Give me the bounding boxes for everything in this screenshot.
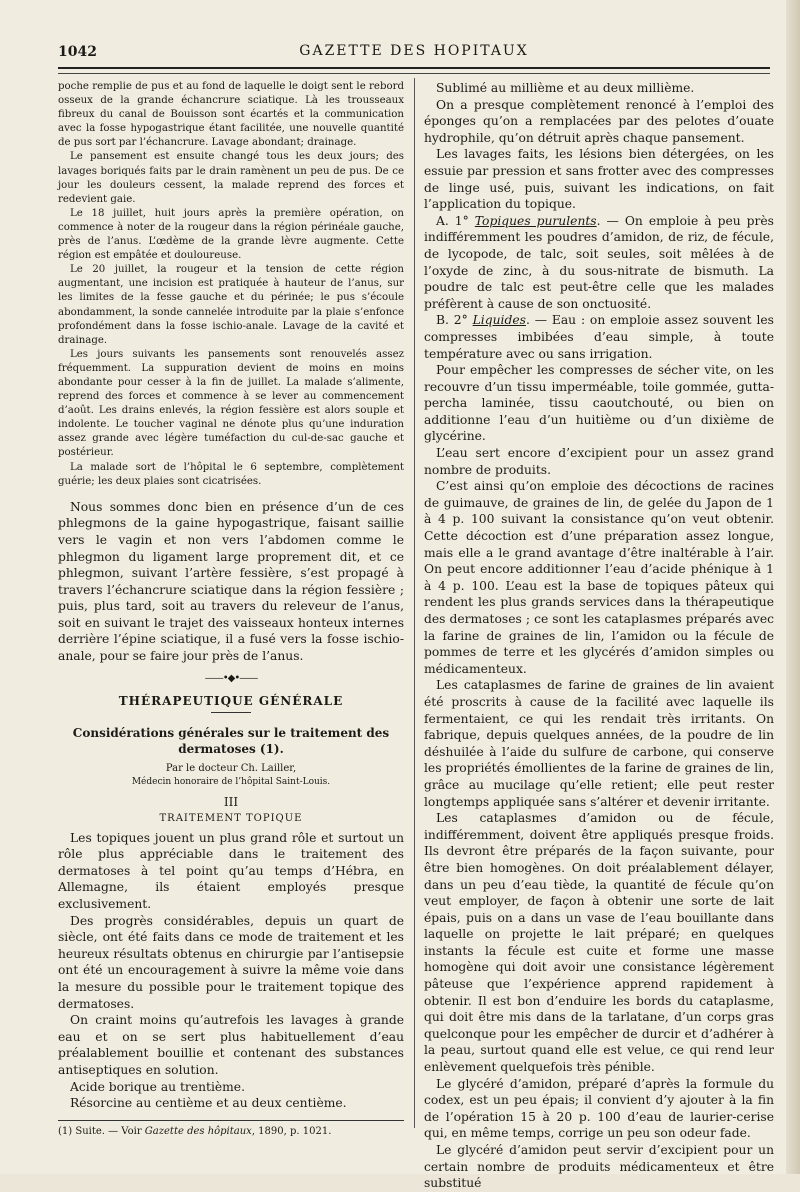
paragraph: On craint moins qu’autrefois les lavages à grande eau et on se sert plus habituellement d’eau préalablement bouillie et contenant des substances antiseptiques en solution. <box>58 1013 404 1077</box>
paragraph: Les cataplasmes d’amidon ou de fécule, indifféremment, doivent être appliqués presque froids. Ils devront être préparés de la façon suivante, pour être bien homogènes. On doit préalablement délayer, dans un peu d’eau tiède, la quantité de fécule qu’on veut employer, de façon à obtenir une sorte de lait épais, puis on a dans un vase de l’eau bouillante dans laquelle on projette le lait préparé; en quelques instants la fécule est cuite et forme une masse homogène qui doit avoir une consistance légèrement pâteuse que l’expérience apprend rapidement à obtenir. Il est bon d’enduire les bords du cataplasme, qui doit être mis dans de la tarlatane, d’un corps gras quelconque pour les empêcher de durcir et d’adhérer à la peau, surtout quand elle est velue, ce qui rend leur enlèvement quelquefois très pénible. <box>424 811 774 1075</box>
paragraph: Pour empêcher les compresses de sécher vite, on les recouvre d’un tissu imperméable, toile gommée, gutta-percha laminée, tissu caoutchouté, ou bien on additionne l’eau d’un huitième ou d’un dixième de glycérine. <box>424 363 774 444</box>
footnote-suffix: , 1890, p. 1021. <box>251 1125 332 1137</box>
paragraph-topiques <box>424 213 774 313</box>
binding-edge <box>786 0 800 1174</box>
footnote-text <box>58 1125 404 1138</box>
paragraph: Les lavages faits, les lésions bien détergées, on les essuie par pression et sans frotter avec des compresses de linge usé, puis, suivant les indications, on fait l’application du topique. <box>424 147 774 212</box>
subheading: TRAITEMENT TOPIQUE <box>159 812 303 824</box>
paragraph: C’est ainsi qu’on emploie des décoctions de racines de guimauve, de graines de lin, de gelée du Japon de 1 à 4 p. 100 suivant la consistance qu’on veut obtenir. Cette décoction est d’une préparation assez longue, mais elle a le grand avantage d’être inaltérable à l’air. On peut encore additionner l’eau d’acide phénique à 1 à 4 p. 100. L’eau est la base de topiques pâteux qui rendent les plus grands services dans la thérapeutique des dermatoses ; ce sont les cataplasmes préparés avec la farine de graines de lin, l’amidon ou la fécule de pommes de terre et les glycérés d’amidon simples ou médicamenteux. <box>424 479 774 676</box>
paragraph: poche remplie de pus et au fond de laquelle le doigt sent le rebord osseux de la grande échancrure sciatique. Là les trousseaux fibreux du canal de Bouisson sont écartés et la communication avec la fosse hypogastrique étant facilitée, une nouvelle quantité de pus sort par l’échancrure. Lavage abondant; drainage. <box>58 81 404 149</box>
paragraph: Le pansement est ensuite changé tous les deux jours; des lavages boriqués faits par le drain ramènent un peu de pus. De ce jour les douleurs cessent, la malade reprend des forces et redevient gaie. <box>58 151 404 205</box>
right-column <box>424 80 774 1192</box>
footnote-rule <box>58 1120 404 1121</box>
left-column <box>58 80 404 1138</box>
header-rule <box>58 67 770 69</box>
item-text: . — Eau : on emploie assez souvent les compresses imbibées d’eau simple, à toute température avec ou sans irrigation. <box>424 313 774 361</box>
paragraph: Les cataplasmes de farine de graines de lin avaient été proscrits à cause de la facilité avec laquelle ils fermentaient, ce qui les rendait très irritants. On fabrique, depuis quelques années, de la poudre de lin déshuilée à l’aide du sulfure de carbone, qui conserve les propriétés émollientes de la farine de graines de lin, grâce au mucilage qu’elle retient; elle peut rester longtemps appliquée sans s’altérer et devenir irritante. <box>424 678 774 809</box>
paragraph: La malade sort de l’hôpital le 6 septembre, complètement guérie; les deux plaies sont cicatrisées. <box>58 461 404 487</box>
item-prefix: A. 1° <box>436 213 475 228</box>
item-text: . — On emploie à peu près indifféremment les poudres d’amidon, de riz, de fécule, de lycopode, de talc, soit seules, soit mêlées à de l’oxyde de zinc, à du sous-nitrate de bismuth. La poudre de talc est peut-être celle que les malades préfèrent à cause de son onctuosité. <box>424 213 774 311</box>
part-number: III <box>223 794 239 809</box>
section-title: THÉRAPEUTIQUE GÉNÉRALE <box>118 693 344 708</box>
paragraph: Les jours suivants les pansements sont renouvelés assez fréquemment. La suppuration devient de moins en moins abondante pour cesser à la fin de juillet. La malade s’alimente, reprend des forces et commence à se lever au commencement d’août. Les drains enlevés, la région fessière est alors souple et indolente. Le toucher vaginal ne dénote plus qu’une induration assez grande avec légère tuméfaction du cul-de-sac gauche et postérieur. <box>58 348 404 459</box>
affiliation-line: Médecin honoraire de l’hôpital Saint-Louis. <box>131 776 331 787</box>
case-report <box>58 80 404 489</box>
conclusion <box>58 499 404 665</box>
paragraph: Le glycéré d’amidon, préparé d’après la formule du codex, est un peu épais; il convient d’y ajouter à la fin de l’opération 15 à 20 p. 100 d’eau de laurier-cerise qui, en même temps, corrige un peu son odeur fade. <box>424 1076 774 1141</box>
page-header <box>58 40 770 64</box>
paragraph-liquides <box>424 312 774 362</box>
paragraph: Le glycéré d’amidon peut servir d’excipient pour un certain nombre de produits médicamenteux et être substitué <box>424 1143 774 1191</box>
section-rule <box>211 712 251 713</box>
paragraph: Acide borique au trentième. <box>70 1079 245 1094</box>
article-body <box>58 830 404 1112</box>
paragraph: Le 20 juillet, la rougeur et la tension de cette région augmentant, une incision est pratiquée à hauteur de l’anus, sur les limites de la fesse gauche et du périnée; le pus s’écoule abondamment, la sonde cannelée introduite par la plaie s’enfonce profondément dans la fosse ischio-anale. Lavage de la cavité et drainage. <box>58 264 404 346</box>
paragraph: Sublimé au millième et au deux millième. <box>436 81 695 95</box>
paragraph: Nous sommes donc bien en présence d’un de ces phlegmons de la gaine hypogastrique, faisant saillie vers le vagin et non vers l’abdomen comme le phlegmon du ligament large proprement dit, et ce phlegmon, suivant l’artère fessière, s’est propagé à travers l’échancrure sciatique dans la région fessière ; puis, plus tard, soit au travers du releveur de l’anus, soit en suivant le trajet des vaisseaux honteux internes derrière l’épine sciatique, il a fusé vers la fosse ischio-anale, pour se faire jour près de l’anus. <box>58 499 404 664</box>
footnote-prefix: (1) Suite. — Voir <box>58 1125 145 1137</box>
footnote <box>58 1125 404 1138</box>
column-divider <box>414 78 415 1128</box>
item-label: Liquides <box>472 313 526 328</box>
item-prefix: B. 2° <box>436 313 473 328</box>
paragraph: Des progrès considérables, depuis un quart de siècle, ont été faits dans ce mode de traitement et les heureux résultats obtenus en chirurgie par l’antisepsie ont été un encouragement à suivre la même voie dans la mesure du possible pour le traitement topique des dermatoses. <box>58 913 404 1011</box>
item-label: Topiques purulents <box>474 213 597 228</box>
article-title: Considérations générales sur le traitement des dermatoses (1). <box>72 725 390 756</box>
author-line: Par le docteur Ch. Lailler, <box>165 762 297 774</box>
separator-ornament: ——•◆•—— <box>204 672 258 684</box>
paragraph: Les topiques jouent un plus grand rôle et surtout un rôle plus appréciable dans le traitement des dermatoses à tel point qu’au temps d’Hébra, en Allemagne, ils étaient employés presque exclusivement. <box>58 830 404 912</box>
footnote-journal: Gazette des hôpitaux <box>144 1125 252 1137</box>
paragraph: Résorcine au centième et au deux centième. <box>70 1096 347 1111</box>
paragraph: Le 18 juillet, huit jours après la première opération, on commence à noter de la rougeur dans la région périnéale gauche, près de l’anus. L’œdème de la grande lèvre augmente. Cette région est empâtée et douloureuse. <box>58 207 404 262</box>
journal-title: GAZETTE DES HOPITAUX <box>299 43 529 59</box>
paragraph: On a presque complètement renoncé à l’emploi des éponges qu’on a remplacées par des pelotes d’ouate hydrophile, qu’on détruit après chaque pansement. <box>424 97 774 145</box>
paragraph: L’eau sert encore d’excipient pour un assez grand nombre de produits. <box>424 446 774 477</box>
header-rule-thin <box>58 73 770 74</box>
page-number: 1042 <box>58 44 97 60</box>
